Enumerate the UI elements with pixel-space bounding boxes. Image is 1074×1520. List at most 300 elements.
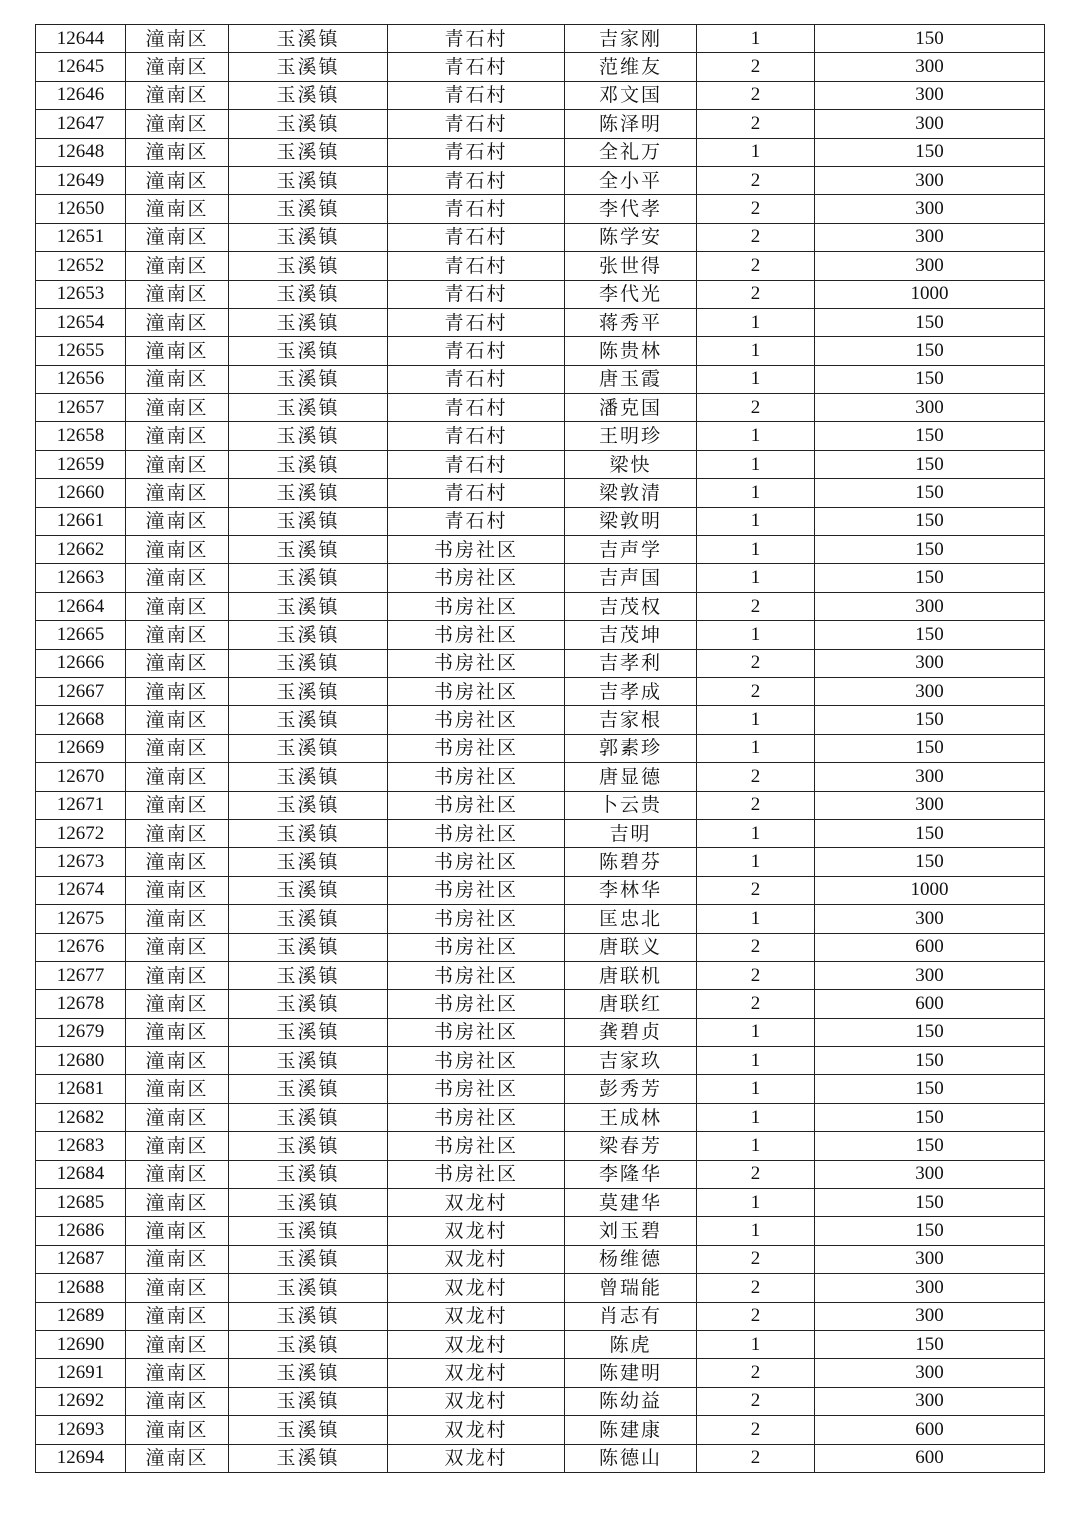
serial-number-cell: 12654 [36, 308, 126, 336]
name-cell: 邓文国 [565, 81, 697, 109]
count-cell: 1 [697, 819, 815, 847]
table-row [36, 394, 1045, 422]
village-cell: 书房社区 [388, 819, 565, 847]
count-cell: 2 [697, 195, 815, 223]
name-cell: 陈贵林 [565, 337, 697, 365]
amount-cell: 150 [815, 1217, 1045, 1245]
count-cell: 2 [697, 1274, 815, 1302]
count-cell: 1 [697, 706, 815, 734]
amount-cell: 600 [815, 1444, 1045, 1472]
count-cell: 2 [697, 81, 815, 109]
serial-number-cell: 12645 [36, 53, 126, 81]
village-cell: 青石村 [388, 223, 565, 251]
name-cell: 梁敦明 [565, 507, 697, 535]
district-cell: 潼南区 [126, 166, 229, 194]
village-cell: 青石村 [388, 25, 565, 53]
serial-number-cell: 12677 [36, 961, 126, 989]
amount-cell: 150 [815, 1132, 1045, 1160]
amount-cell: 300 [815, 592, 1045, 620]
serial-number-cell: 12671 [36, 791, 126, 819]
amount-cell: 300 [815, 1160, 1045, 1188]
amount-cell: 300 [815, 791, 1045, 819]
name-cell: 陈建明 [565, 1359, 697, 1387]
table-row [36, 166, 1045, 194]
district-cell: 潼南区 [126, 507, 229, 535]
village-cell: 双龙村 [388, 1416, 565, 1444]
village-cell: 书房社区 [388, 1160, 565, 1188]
district-cell: 潼南区 [126, 1018, 229, 1046]
district-cell: 潼南区 [126, 195, 229, 223]
town-cell: 玉溪镇 [229, 1217, 388, 1245]
town-cell: 玉溪镇 [229, 252, 388, 280]
district-cell: 潼南区 [126, 280, 229, 308]
town-cell: 玉溪镇 [229, 791, 388, 819]
village-cell: 书房社区 [388, 1103, 565, 1131]
town-cell: 玉溪镇 [229, 166, 388, 194]
amount-cell: 300 [815, 1359, 1045, 1387]
amount-cell: 150 [815, 1189, 1045, 1217]
table-row [36, 138, 1045, 166]
name-cell: 唐联机 [565, 961, 697, 989]
count-cell: 1 [697, 1047, 815, 1075]
district-cell: 潼南区 [126, 223, 229, 251]
town-cell: 玉溪镇 [229, 223, 388, 251]
village-cell: 青石村 [388, 365, 565, 393]
table-row [36, 25, 1045, 53]
name-cell: 肖志有 [565, 1302, 697, 1330]
count-cell: 1 [697, 422, 815, 450]
town-cell: 玉溪镇 [229, 848, 388, 876]
amount-cell: 150 [815, 734, 1045, 762]
data-table-container [35, 24, 1044, 1473]
district-cell: 潼南区 [126, 791, 229, 819]
district-cell: 潼南区 [126, 394, 229, 422]
count-cell: 2 [697, 677, 815, 705]
name-cell: 吉家根 [565, 706, 697, 734]
count-cell: 1 [697, 1103, 815, 1131]
table-row [36, 791, 1045, 819]
table-row [36, 961, 1045, 989]
table-row [36, 848, 1045, 876]
amount-cell: 150 [815, 621, 1045, 649]
district-cell: 潼南区 [126, 592, 229, 620]
village-cell: 双龙村 [388, 1359, 565, 1387]
district-cell: 潼南区 [126, 1444, 229, 1472]
table-row [36, 649, 1045, 677]
table-row [36, 450, 1045, 478]
serial-number-cell: 12674 [36, 876, 126, 904]
table-row [36, 1018, 1045, 1046]
amount-cell: 300 [815, 763, 1045, 791]
name-cell: 莫建华 [565, 1189, 697, 1217]
amount-cell: 150 [815, 1018, 1045, 1046]
serial-number-cell: 12688 [36, 1274, 126, 1302]
serial-number-cell: 12653 [36, 280, 126, 308]
amount-cell: 150 [815, 507, 1045, 535]
serial-number-cell: 12669 [36, 734, 126, 762]
count-cell: 2 [697, 1160, 815, 1188]
count-cell: 2 [697, 394, 815, 422]
table-row [36, 1416, 1045, 1444]
town-cell: 玉溪镇 [229, 536, 388, 564]
serial-number-cell: 12692 [36, 1387, 126, 1415]
village-cell: 书房社区 [388, 564, 565, 592]
name-cell: 陈碧芬 [565, 848, 697, 876]
table-row [36, 592, 1045, 620]
town-cell: 玉溪镇 [229, 365, 388, 393]
table-row [36, 308, 1045, 336]
district-cell: 潼南区 [126, 819, 229, 847]
serial-number-cell: 12666 [36, 649, 126, 677]
table-row [36, 422, 1045, 450]
village-cell: 书房社区 [388, 905, 565, 933]
count-cell: 2 [697, 1444, 815, 1472]
district-cell: 潼南区 [126, 138, 229, 166]
village-cell: 双龙村 [388, 1302, 565, 1330]
table-row [36, 564, 1045, 592]
name-cell: 吉茂权 [565, 592, 697, 620]
district-cell: 潼南区 [126, 479, 229, 507]
amount-cell: 150 [815, 337, 1045, 365]
amount-cell: 300 [815, 252, 1045, 280]
district-cell: 潼南区 [126, 536, 229, 564]
town-cell: 玉溪镇 [229, 507, 388, 535]
table-row [36, 1387, 1045, 1415]
name-cell: 李林华 [565, 876, 697, 904]
district-cell: 潼南区 [126, 706, 229, 734]
count-cell: 1 [697, 507, 815, 535]
town-cell: 玉溪镇 [229, 621, 388, 649]
name-cell: 刘玉碧 [565, 1217, 697, 1245]
district-cell: 潼南区 [126, 763, 229, 791]
table-row [36, 81, 1045, 109]
town-cell: 玉溪镇 [229, 110, 388, 138]
count-cell: 1 [697, 1132, 815, 1160]
count-cell: 2 [697, 990, 815, 1018]
district-cell: 潼南区 [126, 422, 229, 450]
count-cell: 2 [697, 961, 815, 989]
amount-cell: 300 [815, 223, 1045, 251]
village-cell: 书房社区 [388, 1047, 565, 1075]
serial-number-cell: 12663 [36, 564, 126, 592]
village-cell: 书房社区 [388, 677, 565, 705]
district-cell: 潼南区 [126, 1359, 229, 1387]
serial-number-cell: 12651 [36, 223, 126, 251]
district-cell: 潼南区 [126, 110, 229, 138]
serial-number-cell: 12668 [36, 706, 126, 734]
count-cell: 2 [697, 791, 815, 819]
serial-number-cell: 12690 [36, 1330, 126, 1358]
town-cell: 玉溪镇 [229, 1132, 388, 1160]
district-cell: 潼南区 [126, 1330, 229, 1358]
amount-cell: 150 [815, 138, 1045, 166]
table-row [36, 1047, 1045, 1075]
name-cell: 李隆华 [565, 1160, 697, 1188]
town-cell: 玉溪镇 [229, 763, 388, 791]
count-cell: 2 [697, 223, 815, 251]
serial-number-cell: 12693 [36, 1416, 126, 1444]
district-cell: 潼南区 [126, 1132, 229, 1160]
count-cell: 1 [697, 536, 815, 564]
name-cell: 全礼万 [565, 138, 697, 166]
town-cell: 玉溪镇 [229, 905, 388, 933]
district-cell: 潼南区 [126, 876, 229, 904]
amount-cell: 300 [815, 110, 1045, 138]
village-cell: 书房社区 [388, 1075, 565, 1103]
town-cell: 玉溪镇 [229, 1189, 388, 1217]
count-cell: 1 [697, 1189, 815, 1217]
amount-cell: 150 [815, 819, 1045, 847]
village-cell: 双龙村 [388, 1189, 565, 1217]
amount-cell: 300 [815, 53, 1045, 81]
town-cell: 玉溪镇 [229, 876, 388, 904]
district-cell: 潼南区 [126, 1416, 229, 1444]
name-cell: 梁春芳 [565, 1132, 697, 1160]
name-cell: 吉声学 [565, 536, 697, 564]
town-cell: 玉溪镇 [229, 53, 388, 81]
table-row [36, 53, 1045, 81]
count-cell: 2 [697, 280, 815, 308]
table-row [36, 677, 1045, 705]
town-cell: 玉溪镇 [229, 1444, 388, 1472]
name-cell: 唐联义 [565, 933, 697, 961]
amount-cell: 150 [815, 564, 1045, 592]
name-cell: 吉茂坤 [565, 621, 697, 649]
district-cell: 潼南区 [126, 1075, 229, 1103]
amount-cell: 150 [815, 450, 1045, 478]
town-cell: 玉溪镇 [229, 961, 388, 989]
district-cell: 潼南区 [126, 933, 229, 961]
count-cell: 1 [697, 308, 815, 336]
serial-number-cell: 12652 [36, 252, 126, 280]
village-cell: 书房社区 [388, 763, 565, 791]
village-cell: 青石村 [388, 110, 565, 138]
village-cell: 青石村 [388, 138, 565, 166]
village-cell: 书房社区 [388, 592, 565, 620]
name-cell: 李代光 [565, 280, 697, 308]
amount-cell: 150 [815, 536, 1045, 564]
name-cell: 彭秀芳 [565, 1075, 697, 1103]
district-cell: 潼南区 [126, 365, 229, 393]
amount-cell: 150 [815, 1103, 1045, 1131]
district-cell: 潼南区 [126, 308, 229, 336]
table-row [36, 1330, 1045, 1358]
serial-number-cell: 12646 [36, 81, 126, 109]
count-cell: 2 [697, 876, 815, 904]
district-cell: 潼南区 [126, 564, 229, 592]
table-row [36, 252, 1045, 280]
town-cell: 玉溪镇 [229, 422, 388, 450]
count-cell: 1 [697, 25, 815, 53]
serial-number-cell: 12648 [36, 138, 126, 166]
town-cell: 玉溪镇 [229, 990, 388, 1018]
amount-cell: 300 [815, 677, 1045, 705]
town-cell: 玉溪镇 [229, 933, 388, 961]
serial-number-cell: 12657 [36, 394, 126, 422]
serial-number-cell: 12649 [36, 166, 126, 194]
village-cell: 青石村 [388, 479, 565, 507]
name-cell: 陈学安 [565, 223, 697, 251]
table-body [36, 25, 1045, 1473]
count-cell: 1 [697, 1330, 815, 1358]
village-cell: 书房社区 [388, 990, 565, 1018]
table-row [36, 223, 1045, 251]
district-cell: 潼南区 [126, 450, 229, 478]
serial-number-cell: 12662 [36, 536, 126, 564]
name-cell: 梁快 [565, 450, 697, 478]
table-row [36, 990, 1045, 1018]
town-cell: 玉溪镇 [229, 337, 388, 365]
table-row [36, 1274, 1045, 1302]
village-cell: 书房社区 [388, 1018, 565, 1046]
town-cell: 玉溪镇 [229, 25, 388, 53]
amount-cell: 150 [815, 25, 1045, 53]
table-row [36, 1302, 1045, 1330]
village-cell: 双龙村 [388, 1245, 565, 1273]
amount-cell: 300 [815, 1387, 1045, 1415]
count-cell: 2 [697, 166, 815, 194]
village-cell: 书房社区 [388, 933, 565, 961]
town-cell: 玉溪镇 [229, 819, 388, 847]
village-cell: 青石村 [388, 394, 565, 422]
name-cell: 范维友 [565, 53, 697, 81]
serial-number-cell: 12670 [36, 763, 126, 791]
amount-cell: 300 [815, 649, 1045, 677]
town-cell: 玉溪镇 [229, 592, 388, 620]
count-cell: 1 [697, 450, 815, 478]
name-cell: 匡忠北 [565, 905, 697, 933]
amount-cell: 150 [815, 422, 1045, 450]
district-cell: 潼南区 [126, 1189, 229, 1217]
town-cell: 玉溪镇 [229, 1047, 388, 1075]
count-cell: 1 [697, 564, 815, 592]
amount-cell: 150 [815, 1047, 1045, 1075]
table-row [36, 1359, 1045, 1387]
town-cell: 玉溪镇 [229, 1160, 388, 1188]
town-cell: 玉溪镇 [229, 450, 388, 478]
count-cell: 2 [697, 110, 815, 138]
village-cell: 青石村 [388, 422, 565, 450]
town-cell: 玉溪镇 [229, 1245, 388, 1273]
amount-cell: 300 [815, 905, 1045, 933]
count-cell: 1 [697, 479, 815, 507]
name-cell: 曾瑞能 [565, 1274, 697, 1302]
serial-number-cell: 12644 [36, 25, 126, 53]
name-cell: 吉孝利 [565, 649, 697, 677]
count-cell: 2 [697, 933, 815, 961]
district-cell: 潼南区 [126, 252, 229, 280]
table-row [36, 1217, 1045, 1245]
village-cell: 青石村 [388, 308, 565, 336]
count-cell: 1 [697, 1018, 815, 1046]
name-cell: 全小平 [565, 166, 697, 194]
district-cell: 潼南区 [126, 1302, 229, 1330]
town-cell: 玉溪镇 [229, 1359, 388, 1387]
serial-number-cell: 12685 [36, 1189, 126, 1217]
amount-cell: 300 [815, 1245, 1045, 1273]
table-row [36, 734, 1045, 762]
district-cell: 潼南区 [126, 905, 229, 933]
village-cell: 双龙村 [388, 1444, 565, 1472]
table-row [36, 933, 1045, 961]
serial-number-cell: 12659 [36, 450, 126, 478]
village-cell: 青石村 [388, 252, 565, 280]
amount-cell: 150 [815, 1075, 1045, 1103]
village-cell: 书房社区 [388, 961, 565, 989]
name-cell: 梁敦清 [565, 479, 697, 507]
village-cell: 双龙村 [388, 1387, 565, 1415]
name-cell: 潘克国 [565, 394, 697, 422]
town-cell: 玉溪镇 [229, 308, 388, 336]
name-cell: 吉明 [565, 819, 697, 847]
town-cell: 玉溪镇 [229, 1387, 388, 1415]
name-cell: 杨维德 [565, 1245, 697, 1273]
village-cell: 书房社区 [388, 791, 565, 819]
serial-number-cell: 12672 [36, 819, 126, 847]
amount-cell: 600 [815, 1416, 1045, 1444]
amount-cell: 600 [815, 990, 1045, 1018]
village-cell: 书房社区 [388, 621, 565, 649]
amount-cell: 150 [815, 308, 1045, 336]
name-cell: 张世得 [565, 252, 697, 280]
table-row [36, 479, 1045, 507]
count-cell: 1 [697, 905, 815, 933]
name-cell: 唐显德 [565, 763, 697, 791]
town-cell: 玉溪镇 [229, 564, 388, 592]
serial-number-cell: 12678 [36, 990, 126, 1018]
village-cell: 书房社区 [388, 536, 565, 564]
district-cell: 潼南区 [126, 81, 229, 109]
district-cell: 潼南区 [126, 1387, 229, 1415]
district-cell: 潼南区 [126, 649, 229, 677]
table-row [36, 1132, 1045, 1160]
amount-cell: 150 [815, 1330, 1045, 1358]
table-row [36, 1160, 1045, 1188]
district-cell: 潼南区 [126, 1047, 229, 1075]
village-cell: 书房社区 [388, 848, 565, 876]
serial-number-cell: 12667 [36, 677, 126, 705]
serial-number-cell: 12650 [36, 195, 126, 223]
count-cell: 2 [697, 649, 815, 677]
village-cell: 青石村 [388, 166, 565, 194]
district-cell: 潼南区 [126, 1103, 229, 1131]
amount-cell: 1000 [815, 876, 1045, 904]
village-cell: 青石村 [388, 53, 565, 81]
serial-number-cell: 12660 [36, 479, 126, 507]
name-cell: 李代孝 [565, 195, 697, 223]
village-cell: 书房社区 [388, 1132, 565, 1160]
village-cell: 青石村 [388, 195, 565, 223]
count-cell: 1 [697, 848, 815, 876]
table-row [36, 763, 1045, 791]
name-cell: 吉家玖 [565, 1047, 697, 1075]
table-row [36, 905, 1045, 933]
village-cell: 双龙村 [388, 1217, 565, 1245]
town-cell: 玉溪镇 [229, 1302, 388, 1330]
count-cell: 2 [697, 592, 815, 620]
serial-number-cell: 12691 [36, 1359, 126, 1387]
serial-number-cell: 12661 [36, 507, 126, 535]
village-cell: 双龙村 [388, 1330, 565, 1358]
name-cell: 陈建康 [565, 1416, 697, 1444]
amount-cell: 300 [815, 394, 1045, 422]
count-cell: 1 [697, 138, 815, 166]
district-cell: 潼南区 [126, 677, 229, 705]
district-cell: 潼南区 [126, 848, 229, 876]
district-cell: 潼南区 [126, 1160, 229, 1188]
name-cell: 吉孝成 [565, 677, 697, 705]
serial-number-cell: 12687 [36, 1245, 126, 1273]
